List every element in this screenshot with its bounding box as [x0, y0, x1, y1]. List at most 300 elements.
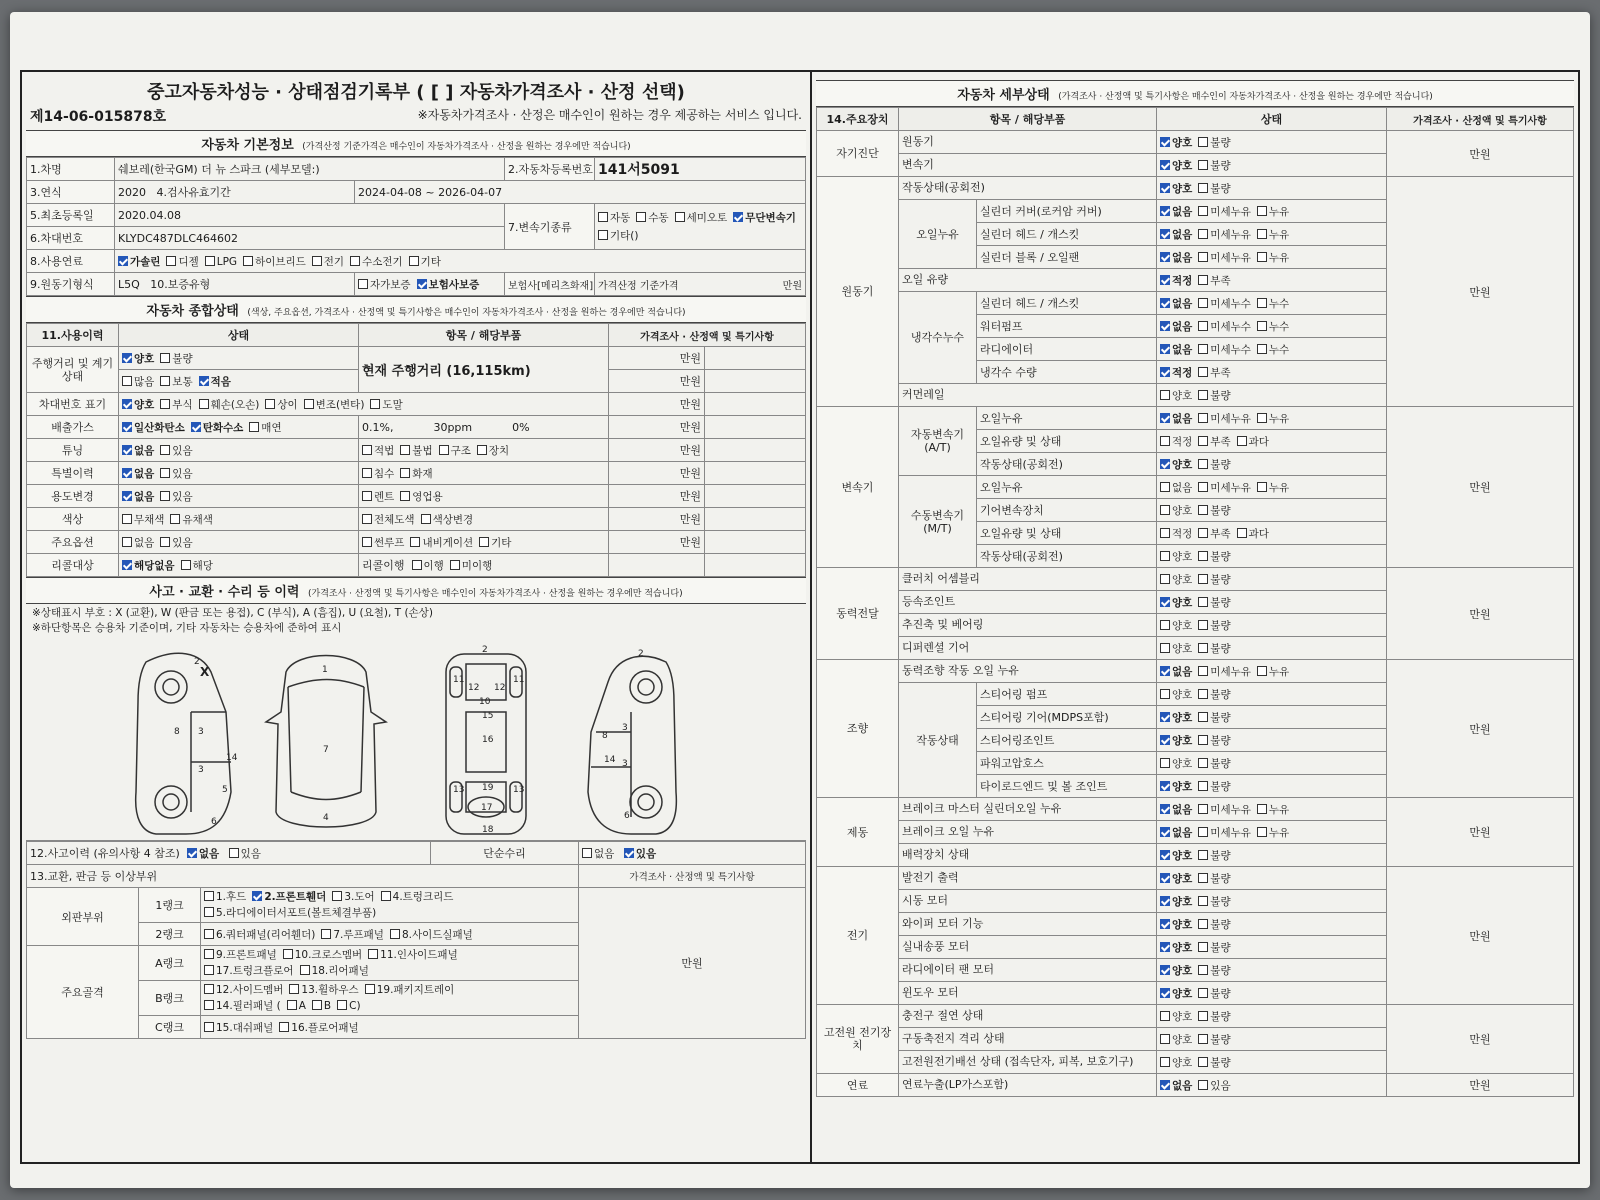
- checkbox-box[interactable]: [479, 537, 489, 547]
- checkbox-box[interactable]: [1160, 229, 1170, 239]
- checkbox-box[interactable]: [1198, 505, 1208, 515]
- checkbox-box[interactable]: [1198, 574, 1208, 584]
- detail-양호-checkbox[interactable]: 양호: [1160, 135, 1192, 150]
- detail-누유-checkbox[interactable]: 누유: [1257, 480, 1289, 495]
- overall-있음-checkbox[interactable]: 있음: [160, 443, 192, 458]
- detail-양호-checkbox[interactable]: 양호: [1160, 457, 1192, 472]
- detail-불량-checkbox[interactable]: 불량: [1198, 572, 1230, 587]
- frame-15-대쉬패널-checkbox[interactable]: 15.대쉬패널: [204, 1020, 273, 1035]
- detail-누유-checkbox[interactable]: 누유: [1257, 664, 1289, 679]
- detail-없음-checkbox[interactable]: 없음: [1160, 296, 1192, 311]
- checkbox-box[interactable]: [160, 399, 170, 409]
- overall-item-썬루프-checkbox[interactable]: 썬루프: [362, 535, 404, 550]
- detail-불량-checkbox[interactable]: 불량: [1198, 1032, 1230, 1047]
- fuel-수소전기-checkbox[interactable]: 수소전기: [350, 254, 403, 269]
- checkbox-box[interactable]: [304, 399, 314, 409]
- checkbox-box[interactable]: [204, 929, 214, 939]
- checkbox-box[interactable]: [1198, 275, 1208, 285]
- detail-미세누수-checkbox[interactable]: 미세누수: [1198, 319, 1251, 334]
- checkbox-box[interactable]: [204, 984, 214, 994]
- checkbox-box[interactable]: [300, 965, 310, 975]
- frame-17-트렁크플로어-checkbox[interactable]: 17.트렁크플로어: [204, 963, 294, 979]
- vin-mark-변조-변타-checkbox[interactable]: 변조(변타): [304, 397, 365, 412]
- checkbox-box[interactable]: [362, 514, 372, 524]
- checkbox-box[interactable]: [1160, 643, 1170, 653]
- detail-불량-checkbox[interactable]: 불량: [1198, 687, 1230, 702]
- overall-유채색-checkbox[interactable]: 유채색: [170, 512, 212, 527]
- frame-12-사이드멤버-checkbox[interactable]: 12.사이드멤버: [204, 982, 283, 998]
- overall-없음-checkbox[interactable]: 없음: [122, 466, 154, 481]
- warranty-insurance-checkbox[interactable]: 보험사보증: [417, 277, 480, 292]
- checkbox-box[interactable]: [1160, 482, 1170, 492]
- checkbox-box[interactable]: [122, 491, 132, 501]
- checkbox-box[interactable]: [1198, 413, 1208, 423]
- checkbox-box[interactable]: [1160, 689, 1170, 699]
- detail-적정-checkbox[interactable]: 적정: [1160, 434, 1192, 449]
- checkbox-box[interactable]: [1198, 1034, 1208, 1044]
- detail-누수-checkbox[interactable]: 누수: [1257, 296, 1289, 311]
- checkbox-box[interactable]: [204, 907, 214, 917]
- detail-미세누유-checkbox[interactable]: 미세누유: [1198, 664, 1251, 679]
- checkbox-box[interactable]: [598, 230, 608, 240]
- checkbox-box[interactable]: [439, 445, 449, 455]
- checkbox-box[interactable]: [243, 256, 253, 266]
- checkbox-box[interactable]: [1198, 1057, 1208, 1067]
- detail-과다-checkbox[interactable]: 과다: [1237, 526, 1269, 541]
- checkbox-box[interactable]: [204, 1022, 214, 1032]
- detail-불량-checkbox[interactable]: 불량: [1198, 756, 1230, 771]
- detail-있음-checkbox[interactable]: 있음: [1198, 1078, 1230, 1093]
- overall-있음-checkbox[interactable]: 있음: [160, 466, 192, 481]
- checkbox-box[interactable]: [1198, 298, 1208, 308]
- checkbox-box[interactable]: [1160, 781, 1170, 791]
- checkbox-box[interactable]: [1160, 735, 1170, 745]
- transmission-세미오토-checkbox[interactable]: 세미오토: [675, 209, 728, 227]
- detail-없음-checkbox[interactable]: 없음: [1160, 664, 1192, 679]
- detail-양호-checkbox[interactable]: 양호: [1160, 963, 1192, 978]
- overall-일산화탄소-checkbox[interactable]: 일산화탄소: [122, 420, 185, 435]
- checkbox-box[interactable]: [1160, 183, 1170, 193]
- detail-미세누유-checkbox[interactable]: 미세누유: [1198, 480, 1251, 495]
- outer-8-사이드실패널-checkbox[interactable]: 8.사이드실패널: [390, 927, 473, 942]
- checkbox-box[interactable]: [409, 256, 419, 266]
- checkbox-box[interactable]: [170, 514, 180, 524]
- outer-6-쿼터패널-리어휀더-checkbox[interactable]: 6.쿼터패널(리어휀더): [204, 927, 315, 942]
- vin-mark-도말-checkbox[interactable]: 도말: [370, 397, 402, 412]
- checkbox-box[interactable]: [1160, 1011, 1170, 1021]
- warranty-self-checkbox[interactable]: 자가보증: [358, 277, 411, 292]
- checkbox-box[interactable]: [1198, 988, 1208, 998]
- checkbox-box[interactable]: [332, 891, 342, 901]
- checkbox-box[interactable]: [1198, 758, 1208, 768]
- overall-양호-checkbox[interactable]: 양호: [122, 351, 154, 366]
- checkbox-box[interactable]: [1198, 206, 1208, 216]
- fuel-전기-checkbox[interactable]: 전기: [312, 254, 344, 269]
- vin-mark-양호-checkbox[interactable]: 양호: [122, 397, 154, 412]
- overall-매연-checkbox[interactable]: 매연: [249, 420, 281, 435]
- checkbox-box[interactable]: [1160, 252, 1170, 262]
- frame-9-프론트패널-checkbox[interactable]: 9.프론트패널: [204, 947, 277, 963]
- overall-해당없음-checkbox[interactable]: 해당없음: [122, 558, 175, 573]
- vin-mark-부식-checkbox[interactable]: 부식: [160, 397, 192, 412]
- checkbox-box[interactable]: [1160, 666, 1170, 676]
- checkbox-box[interactable]: [1160, 551, 1170, 561]
- detail-불량-checkbox[interactable]: 불량: [1198, 158, 1230, 173]
- checkbox-box[interactable]: [205, 256, 215, 266]
- checkbox-box[interactable]: [1198, 689, 1208, 699]
- checkbox-box[interactable]: [675, 212, 685, 222]
- frame-19-패키지트레이-checkbox[interactable]: 19.패키지트레이: [365, 982, 455, 998]
- checkbox-box[interactable]: [199, 399, 209, 409]
- checkbox-box[interactable]: [1160, 712, 1170, 722]
- overall-해당-checkbox[interactable]: 해당: [181, 558, 213, 573]
- checkbox-box[interactable]: [1237, 436, 1247, 446]
- checkbox-box[interactable]: [181, 560, 191, 570]
- checkbox-box[interactable]: [122, 514, 132, 524]
- checkbox-box[interactable]: [1237, 528, 1247, 538]
- checkbox-box[interactable]: [122, 353, 132, 363]
- checkbox-box[interactable]: [1160, 850, 1170, 860]
- checkbox-box[interactable]: [1198, 252, 1208, 262]
- pillar-c-checkbox[interactable]: C): [337, 998, 360, 1014]
- overall-item-화재-checkbox[interactable]: 화재: [400, 466, 432, 481]
- transmission-수동-checkbox[interactable]: 수동: [636, 209, 668, 227]
- checkbox-box[interactable]: [1198, 1011, 1208, 1021]
- checkbox-box[interactable]: [733, 212, 743, 222]
- checkbox-box[interactable]: [337, 1000, 347, 1010]
- detail-불량-checkbox[interactable]: 불량: [1198, 779, 1230, 794]
- checkbox-box[interactable]: [1257, 298, 1267, 308]
- detail-미세누유-checkbox[interactable]: 미세누유: [1198, 227, 1251, 242]
- frame-13-휠하우스-checkbox[interactable]: 13.휠하우스: [289, 982, 358, 998]
- detail-불량-checkbox[interactable]: 불량: [1198, 388, 1230, 403]
- detail-불량-checkbox[interactable]: 불량: [1198, 733, 1230, 748]
- detail-양호-checkbox[interactable]: 양호: [1160, 940, 1192, 955]
- checkbox-box[interactable]: [1257, 827, 1267, 837]
- overall-item-장치-checkbox[interactable]: 장치: [477, 443, 509, 458]
- checkbox-box[interactable]: [1198, 436, 1208, 446]
- frame-18-리어패널-checkbox[interactable]: 18.리어패널: [300, 963, 369, 979]
- checkbox-box[interactable]: [1198, 781, 1208, 791]
- detail-누유-checkbox[interactable]: 누유: [1257, 204, 1289, 219]
- detail-양호-checkbox[interactable]: 양호: [1160, 181, 1192, 196]
- checkbox-box[interactable]: [1198, 666, 1208, 676]
- transmission-무단변속기-checkbox[interactable]: 무단변속기: [733, 209, 796, 227]
- detail-불량-checkbox[interactable]: 불량: [1198, 503, 1230, 518]
- checkbox-box[interactable]: [1160, 758, 1170, 768]
- detail-불량-checkbox[interactable]: 불량: [1198, 848, 1230, 863]
- overall-item-내비게이션-checkbox[interactable]: 내비게이션: [410, 535, 473, 550]
- checkbox-box[interactable]: [1198, 160, 1208, 170]
- checkbox-box[interactable]: [1160, 413, 1170, 423]
- checkbox-box[interactable]: [1257, 252, 1267, 262]
- checkbox-box[interactable]: [204, 891, 214, 901]
- detail-없음-checkbox[interactable]: 없음: [1160, 204, 1192, 219]
- checkbox-box[interactable]: [400, 445, 410, 455]
- overall-item-기타-checkbox[interactable]: 기타: [479, 535, 511, 550]
- checkbox-box[interactable]: [1198, 229, 1208, 239]
- overall-item-렌트-checkbox[interactable]: 렌트: [362, 489, 394, 504]
- detail-양호-checkbox[interactable]: 양호: [1160, 1009, 1192, 1024]
- checkbox-box[interactable]: [1160, 804, 1170, 814]
- frame-10-크로스멤버-checkbox[interactable]: 10.크로스멤버: [283, 947, 362, 963]
- detail-없음-checkbox[interactable]: 없음: [1160, 802, 1192, 817]
- checkbox-box[interactable]: [1198, 919, 1208, 929]
- detail-부족-checkbox[interactable]: 부족: [1198, 526, 1230, 541]
- detail-불량-checkbox[interactable]: 불량: [1198, 618, 1230, 633]
- checkbox-box[interactable]: [1198, 712, 1208, 722]
- overall-item-적법-checkbox[interactable]: 적법: [362, 443, 394, 458]
- accident-yes-checkbox[interactable]: 있음: [229, 846, 261, 861]
- accident-none-checkbox[interactable]: 없음: [187, 846, 219, 861]
- fuel-디젤-checkbox[interactable]: 디젤: [166, 254, 198, 269]
- detail-양호-checkbox[interactable]: 양호: [1160, 733, 1192, 748]
- checkbox-box[interactable]: [287, 1000, 297, 1010]
- checkbox-box[interactable]: [312, 1000, 322, 1010]
- checkbox-box[interactable]: [1160, 896, 1170, 906]
- detail-없음-checkbox[interactable]: 없음: [1160, 227, 1192, 242]
- detail-미세누유-checkbox[interactable]: 미세누유: [1198, 802, 1251, 817]
- detail-불량-checkbox[interactable]: 불량: [1198, 1055, 1230, 1070]
- checkbox-box[interactable]: [1160, 942, 1170, 952]
- checkbox-box[interactable]: [1198, 873, 1208, 883]
- outer-7-루프패널-checkbox[interactable]: 7.루프패널: [321, 927, 384, 942]
- overall-item-침수-checkbox[interactable]: 침수: [362, 466, 394, 481]
- frame-11-인사이드패널-checkbox[interactable]: 11.인사이드패널: [368, 947, 458, 963]
- checkbox-box[interactable]: [1198, 528, 1208, 538]
- checkbox-box[interactable]: [122, 445, 132, 455]
- checkbox-box[interactable]: [1160, 1080, 1170, 1090]
- detail-양호-checkbox[interactable]: 양호: [1160, 572, 1192, 587]
- checkbox-box[interactable]: [365, 984, 375, 994]
- detail-부족-checkbox[interactable]: 부족: [1198, 365, 1230, 380]
- overall-없음-checkbox[interactable]: 없음: [122, 535, 154, 550]
- checkbox-box[interactable]: [400, 491, 410, 501]
- vin-mark-훼손-오손-checkbox[interactable]: 훼손(오손): [199, 397, 260, 412]
- detail-양호-checkbox[interactable]: 양호: [1160, 687, 1192, 702]
- overall-보통-checkbox[interactable]: 보통: [160, 374, 192, 389]
- checkbox-box[interactable]: [390, 929, 400, 939]
- detail-누유-checkbox[interactable]: 누유: [1257, 411, 1289, 426]
- checkbox-box[interactable]: [1160, 1034, 1170, 1044]
- checkbox-box[interactable]: [1198, 735, 1208, 745]
- checkbox-box[interactable]: [1160, 321, 1170, 331]
- detail-불량-checkbox[interactable]: 불량: [1198, 181, 1230, 196]
- checkbox-box[interactable]: [1198, 482, 1208, 492]
- checkbox-box[interactable]: [368, 949, 378, 959]
- detail-양호-checkbox[interactable]: 양호: [1160, 779, 1192, 794]
- checkbox-box[interactable]: [1198, 551, 1208, 561]
- checkbox-box[interactable]: [598, 212, 608, 222]
- checkbox-box[interactable]: [1198, 620, 1208, 630]
- checkbox-box[interactable]: [410, 537, 420, 547]
- checkbox-box[interactable]: [160, 353, 170, 363]
- checkbox-box[interactable]: [1160, 367, 1170, 377]
- overall-item-색상변경-checkbox[interactable]: 색상변경: [421, 512, 474, 527]
- checkbox-box[interactable]: [118, 256, 128, 266]
- detail-누유-checkbox[interactable]: 누유: [1257, 227, 1289, 242]
- detail-불량-checkbox[interactable]: 불량: [1198, 595, 1230, 610]
- checkbox-box[interactable]: [1160, 436, 1170, 446]
- checkbox-box[interactable]: [289, 984, 299, 994]
- detail-없음-checkbox[interactable]: 없음: [1160, 825, 1192, 840]
- checkbox-box[interactable]: [1257, 666, 1267, 676]
- checkbox-box[interactable]: [1198, 896, 1208, 906]
- checkbox-box[interactable]: [362, 468, 372, 478]
- checkbox-box[interactable]: [636, 212, 646, 222]
- checkbox-box[interactable]: [1160, 344, 1170, 354]
- detail-불량-checkbox[interactable]: 불량: [1198, 549, 1230, 564]
- detail-양호-checkbox[interactable]: 양호: [1160, 503, 1192, 518]
- checkbox-box[interactable]: [122, 376, 132, 386]
- simple-repair-none-checkbox[interactable]: 없음: [582, 846, 614, 861]
- checkbox-box[interactable]: [362, 537, 372, 547]
- checkbox-box[interactable]: [362, 491, 372, 501]
- overall-있음-checkbox[interactable]: 있음: [160, 535, 192, 550]
- recall-미이행-checkbox[interactable]: 미이행: [450, 558, 492, 573]
- detail-불량-checkbox[interactable]: 불량: [1198, 710, 1230, 725]
- checkbox-box[interactable]: [1160, 1057, 1170, 1067]
- detail-양호-checkbox[interactable]: 양호: [1160, 871, 1192, 886]
- checkbox-box[interactable]: [1198, 643, 1208, 653]
- detail-적정-checkbox[interactable]: 적정: [1160, 365, 1192, 380]
- detail-적정-checkbox[interactable]: 적정: [1160, 273, 1192, 288]
- overall-있음-checkbox[interactable]: 있음: [160, 489, 192, 504]
- outer-5-라디에이터서포트-볼트체결부품-checkbox[interactable]: 5.라디에이터서포트(볼트체결부품): [204, 905, 376, 921]
- checkbox-box[interactable]: [160, 468, 170, 478]
- checkbox-box[interactable]: [1160, 873, 1170, 883]
- overall-없음-checkbox[interactable]: 없음: [122, 443, 154, 458]
- simple-repair-yes-checkbox[interactable]: 있음: [624, 846, 656, 861]
- checkbox-box[interactable]: [1257, 344, 1267, 354]
- detail-양호-checkbox[interactable]: 양호: [1160, 986, 1192, 1001]
- checkbox-box[interactable]: [1160, 620, 1170, 630]
- detail-누유-checkbox[interactable]: 누유: [1257, 250, 1289, 265]
- checkbox-box[interactable]: [1198, 942, 1208, 952]
- fuel-하이브리드-checkbox[interactable]: 하이브리드: [243, 254, 306, 269]
- detail-누수-checkbox[interactable]: 누수: [1257, 319, 1289, 334]
- detail-누수-checkbox[interactable]: 누수: [1257, 342, 1289, 357]
- detail-양호-checkbox[interactable]: 양호: [1160, 1032, 1192, 1047]
- pillar-panel-checkbox[interactable]: 14.필러패널 (: [204, 998, 281, 1014]
- checkbox-box[interactable]: [350, 256, 360, 266]
- checkbox-box[interactable]: [1198, 804, 1208, 814]
- checkbox-box[interactable]: [1160, 390, 1170, 400]
- checkbox-box[interactable]: [1198, 850, 1208, 860]
- transmission-자동-checkbox[interactable]: 자동: [598, 209, 630, 227]
- detail-부족-checkbox[interactable]: 부족: [1198, 434, 1230, 449]
- checkbox-box[interactable]: [321, 929, 331, 939]
- checkbox-box[interactable]: [1160, 965, 1170, 975]
- checkbox-box[interactable]: [249, 422, 259, 432]
- detail-불량-checkbox[interactable]: 불량: [1198, 641, 1230, 656]
- detail-없음-checkbox[interactable]: 없음: [1160, 250, 1192, 265]
- checkbox-box[interactable]: [204, 965, 214, 975]
- overall-불량-checkbox[interactable]: 불량: [160, 351, 192, 366]
- checkbox-box[interactable]: [122, 560, 132, 570]
- detail-미세누수-checkbox[interactable]: 미세누수: [1198, 296, 1251, 311]
- detail-불량-checkbox[interactable]: 불량: [1198, 135, 1230, 150]
- checkbox-box[interactable]: [252, 891, 262, 901]
- checkbox-box[interactable]: [477, 445, 487, 455]
- detail-양호-checkbox[interactable]: 양호: [1160, 1055, 1192, 1070]
- detail-양호-checkbox[interactable]: 양호: [1160, 641, 1192, 656]
- detail-양호-checkbox[interactable]: 양호: [1160, 917, 1192, 932]
- checkbox-box[interactable]: [1198, 344, 1208, 354]
- checkbox-box[interactable]: [1160, 919, 1170, 929]
- detail-없음-checkbox[interactable]: 없음: [1160, 319, 1192, 334]
- checkbox-box[interactable]: [1257, 804, 1267, 814]
- checkbox-box[interactable]: [1198, 1080, 1208, 1090]
- checkbox-box[interactable]: [1160, 275, 1170, 285]
- fuel-기타-checkbox[interactable]: 기타: [409, 254, 441, 269]
- checkbox-box[interactable]: [122, 468, 132, 478]
- checkbox-box[interactable]: [204, 949, 214, 959]
- checkbox-box[interactable]: [166, 256, 176, 266]
- overall-무채색-checkbox[interactable]: 무채색: [122, 512, 164, 527]
- detail-양호-checkbox[interactable]: 양호: [1160, 158, 1192, 173]
- detail-부족-checkbox[interactable]: 부족: [1198, 273, 1230, 288]
- detail-없음-checkbox[interactable]: 없음: [1160, 1078, 1192, 1093]
- checkbox-box[interactable]: [1198, 321, 1208, 331]
- checkbox-box[interactable]: [1160, 827, 1170, 837]
- checkbox-box[interactable]: [283, 949, 293, 959]
- detail-양호-checkbox[interactable]: 양호: [1160, 710, 1192, 725]
- checkbox-box[interactable]: [400, 468, 410, 478]
- checkbox-box[interactable]: [370, 399, 380, 409]
- checkbox-box[interactable]: [1198, 390, 1208, 400]
- checkbox-box[interactable]: [122, 422, 132, 432]
- detail-양호-checkbox[interactable]: 양호: [1160, 894, 1192, 909]
- checkbox-box[interactable]: [199, 376, 209, 386]
- detail-양호-checkbox[interactable]: 양호: [1160, 549, 1192, 564]
- checkbox-box[interactable]: [279, 1022, 289, 1032]
- overall-item-영업용-checkbox[interactable]: 영업용: [400, 489, 442, 504]
- frame-16-플로어패널-checkbox[interactable]: 16.플로어패널: [279, 1020, 358, 1035]
- checkbox-box[interactable]: [1198, 459, 1208, 469]
- fuel-lpg-checkbox[interactable]: LPG: [205, 256, 237, 268]
- checkbox-box[interactable]: [191, 422, 201, 432]
- checkbox-box[interactable]: [265, 399, 275, 409]
- detail-미세누수-checkbox[interactable]: 미세누수: [1198, 342, 1251, 357]
- overall-많음-checkbox[interactable]: 많음: [122, 374, 154, 389]
- checkbox-box[interactable]: [1257, 413, 1267, 423]
- detail-불량-checkbox[interactable]: 불량: [1198, 986, 1230, 1001]
- overall-탄화수소-checkbox[interactable]: 탄화수소: [191, 420, 244, 435]
- checkbox-box[interactable]: [1160, 597, 1170, 607]
- detail-누유-checkbox[interactable]: 누유: [1257, 825, 1289, 840]
- detail-양호-checkbox[interactable]: 양호: [1160, 848, 1192, 863]
- checkbox-box[interactable]: [122, 399, 132, 409]
- checkbox-box[interactable]: [1198, 183, 1208, 193]
- detail-미세누유-checkbox[interactable]: 미세누유: [1198, 411, 1251, 426]
- overall-item-전체도색-checkbox[interactable]: 전체도색: [362, 512, 415, 527]
- checkbox-box[interactable]: [312, 256, 322, 266]
- checkbox-box[interactable]: [1257, 482, 1267, 492]
- overall-없음-checkbox[interactable]: 없음: [122, 489, 154, 504]
- checkbox-box[interactable]: [1257, 206, 1267, 216]
- recall-이행-checkbox[interactable]: 이행: [412, 558, 444, 573]
- checkbox-box[interactable]: [381, 891, 391, 901]
- checkbox-box[interactable]: [362, 445, 372, 455]
- detail-양호-checkbox[interactable]: 양호: [1160, 595, 1192, 610]
- checkbox-box[interactable]: [412, 560, 422, 570]
- detail-불량-checkbox[interactable]: 불량: [1198, 940, 1230, 955]
- checkbox-box[interactable]: [1198, 827, 1208, 837]
- checkbox-box[interactable]: [1160, 988, 1170, 998]
- overall-적음-checkbox[interactable]: 적음: [199, 374, 231, 389]
- detail-미세누유-checkbox[interactable]: 미세누유: [1198, 250, 1251, 265]
